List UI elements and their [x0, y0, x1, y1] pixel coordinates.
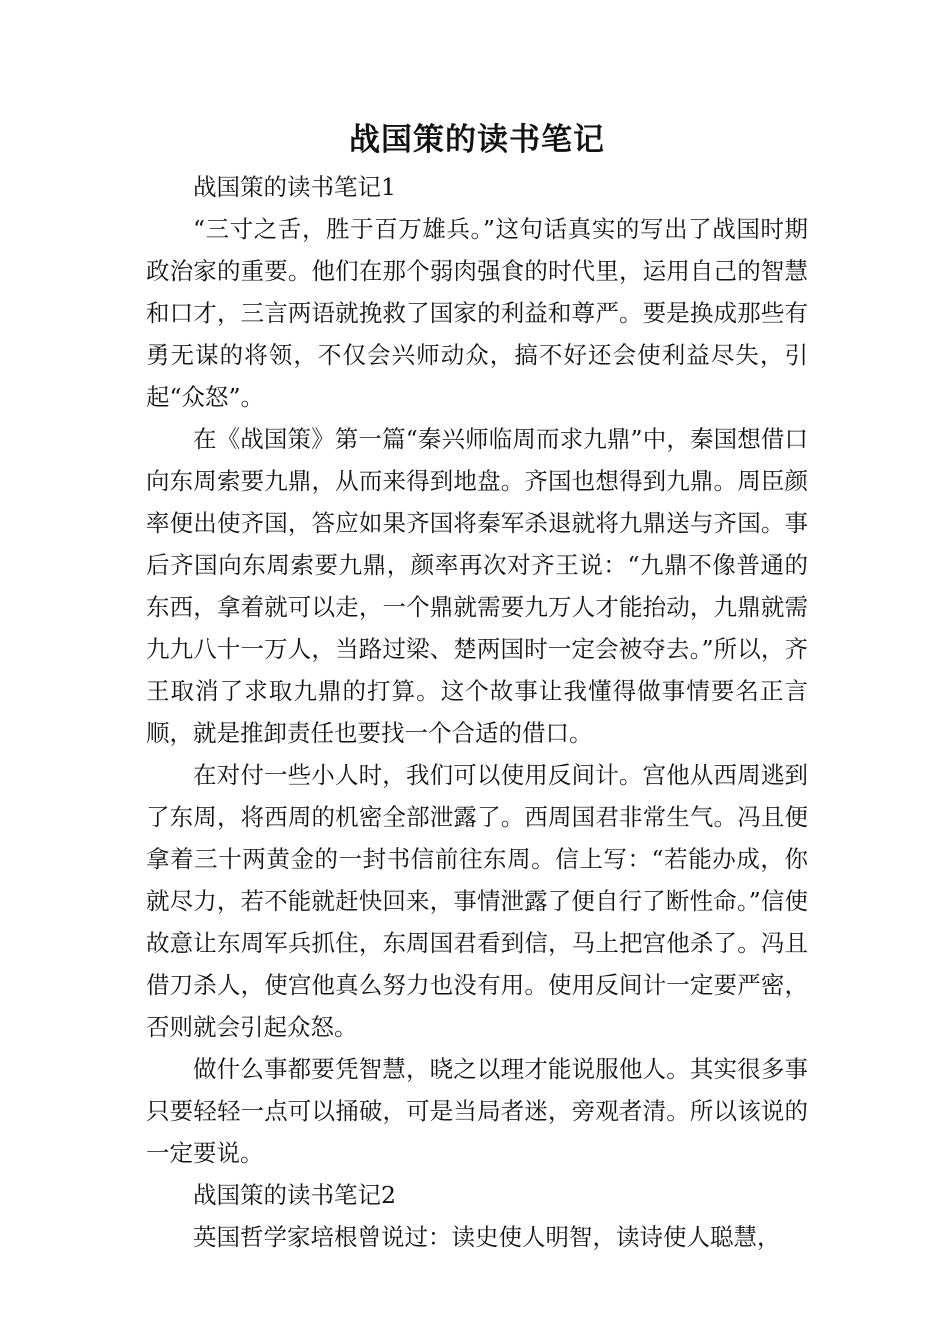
section-heading-1: 战国策的读书笔记1 — [193, 173, 396, 201]
paragraph-5: 英国哲学家培根曾说过：读史使人明智，读诗使人聪慧， — [193, 1223, 781, 1251]
paragraph-1: “三寸之舌，胜于百万雄兵。”这句话真实的写出了战国时期政治家的重要。他们在那个弱肉强食的时代里，运用自己的智慧和口才，三言两语就挽救了国家的利益和尊严。要是换成那些有勇无谋的将领，不仅会兴师动众，搞不好还会使利益尽失，引起“众怒”。 — [146, 215, 808, 411]
paragraph-3: 在对付一些小人时，我们可以使用反间计。宫他从西周逃到了东周，将西周的机密全部泄露了。西周国君非常生气。冯且便拿着三十两黄金的一封书信前往东周。信上写：“若能办成，你就尽力，若不能就赶快回来，事情泄露了便自行了断性命。”信使故意让东周军兵抓住，东周国君看到信，马上把宫他杀了。冯且借刀杀人，使宫他真么努力也没有用。使用反间计一定要严密，否则就会引起众怒。 — [146, 761, 808, 1041]
document-page — [146, 118, 808, 1258]
section-heading-2: 战国策的读书笔记2 — [193, 1181, 396, 1209]
document-title: 战国策的读书笔记 — [349, 122, 605, 158]
paragraph-4: 做什么事都要凭智慧，晓之以理才能说服他人。其实很多事只要轻轻一点可以捅破，可是当局者迷，旁观者清。所以该说的一定要说。 — [146, 1055, 808, 1167]
paragraph-2: 在《战国策》第一篇“秦兴师临周而求九鼎”中，秦国想借口向东周索要九鼎，从而来得到地盘。齐国也想得到九鼎。周臣颜率便出使齐国，答应如果齐国将秦军杀退就将九鼎送与齐国。事后齐国向东周索要九鼎，颜率再次对齐王说：“九鼎不像普通的东西，拿着就可以走，一个鼎就需要九万人才能抬动，九鼎就需九九八十一万人，当路过梁、楚两国时一定会被夺去。”所以，齐王取消了求取九鼎的打算。这个故事让我懂得做事情要名正言顺，就是推卸责任也要找一个合适的借口。 — [146, 425, 808, 747]
